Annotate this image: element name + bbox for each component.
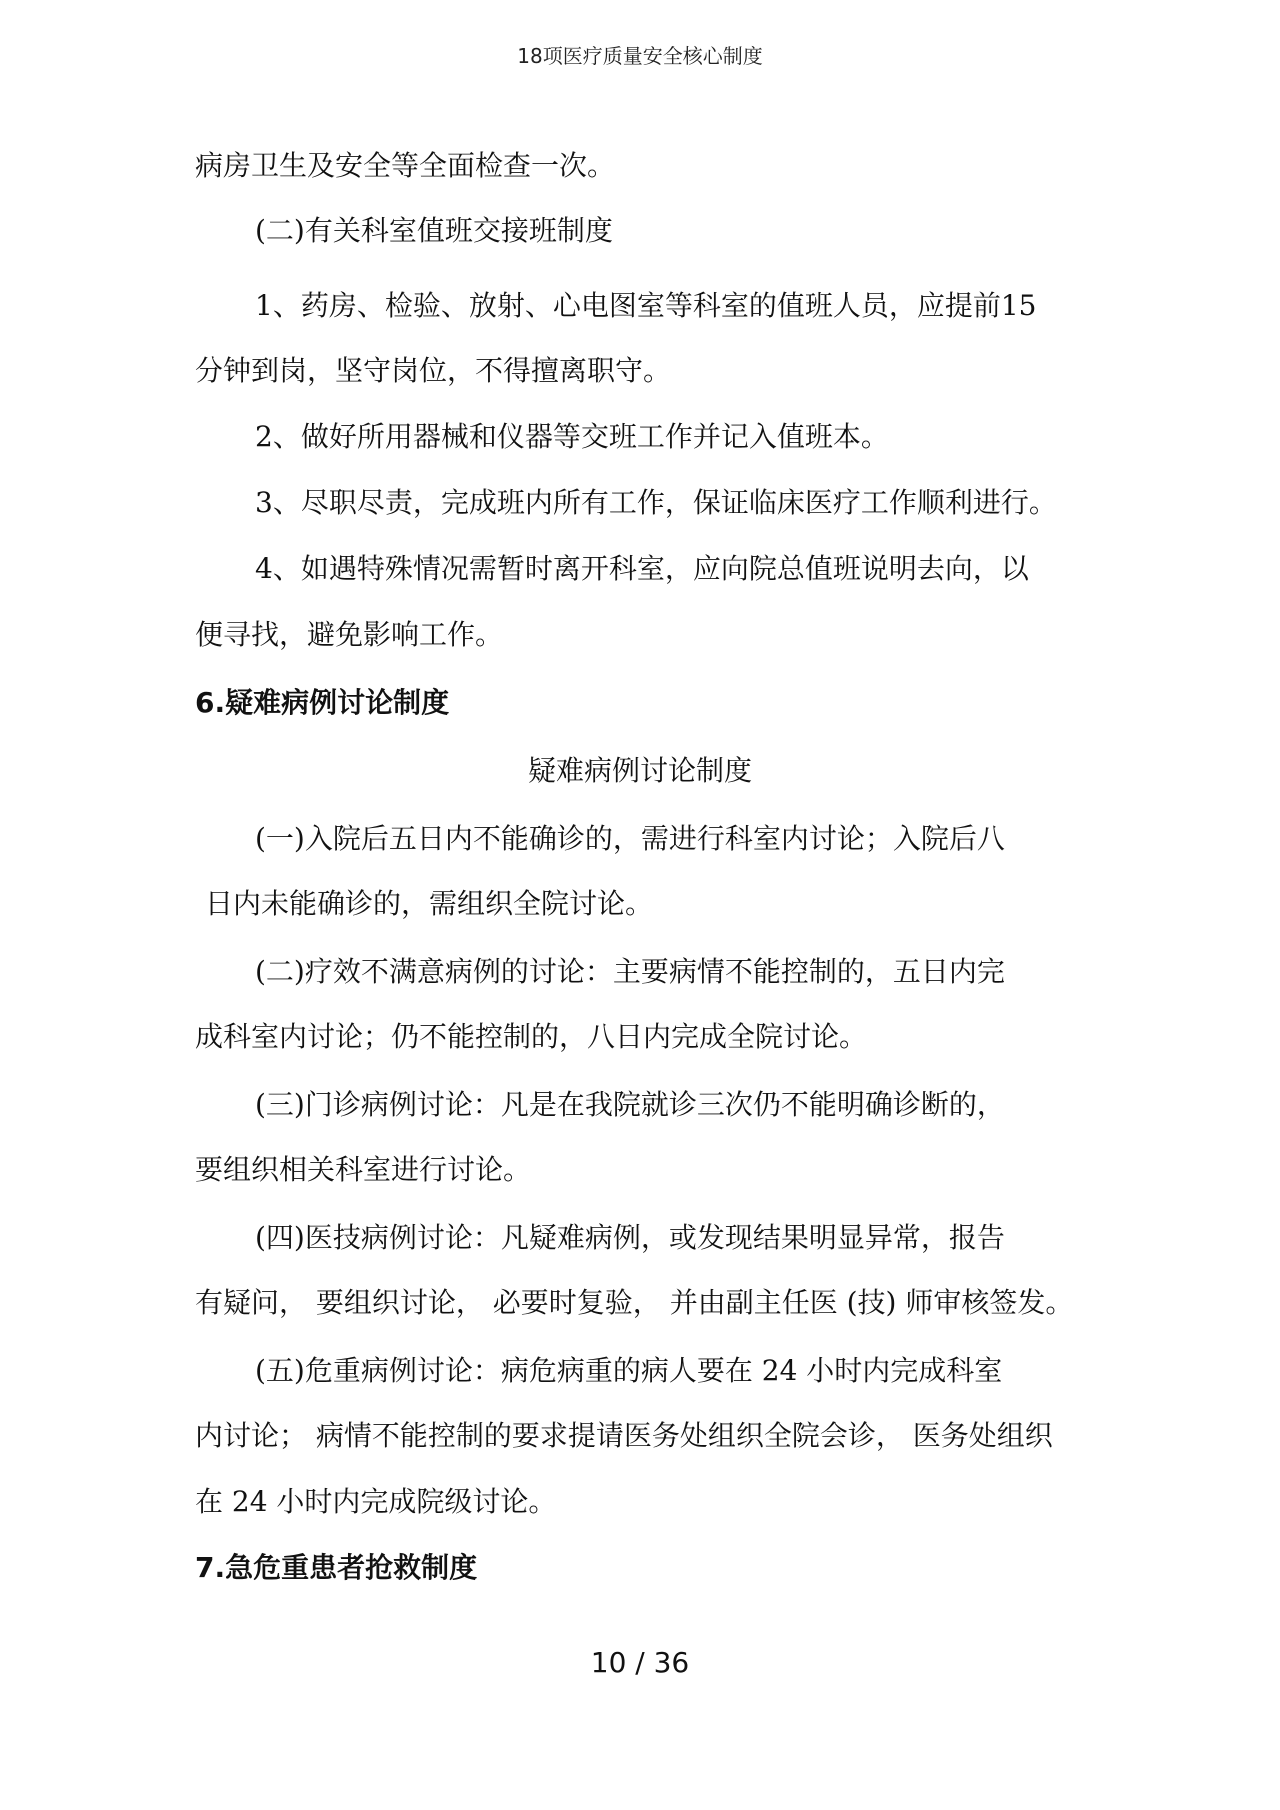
paragraph-line: 内讨论； 病情不能控制的要求提请医务处组织全院会诊， 医务处组织 (195, 1419, 1053, 1452)
section-title: 疑难病例讨论制度 (527, 754, 752, 787)
paragraph-line: 有疑问， 要组织讨论， 必要时复验， 并由副主任医 (技) 师审核签发。 (195, 1286, 1074, 1319)
paragraph-line: 要组织相关科室进行讨论。 (195, 1153, 532, 1186)
paragraph-line: (二)疗效不满意病例的讨论：主要病情不能控制的，五日内完 (255, 955, 1005, 988)
paragraph-line: (一)入院后五日内不能确诊的，需进行科室内讨论；入院后八 (255, 822, 1005, 855)
section-heading: 6.疑难病例讨论制度 (195, 686, 450, 719)
page-number: 10 / 36 (590, 1646, 690, 1679)
list-item-line: 2、做好所用器械和仪器等交班工作并记入值班本。 (255, 420, 889, 453)
paragraph-line: 成科室内讨论；仍不能控制的，八日内完成全院讨论。 (195, 1020, 868, 1053)
list-item-line: 4、如遇特殊情况需暂时离开科室，应向院总值班说明去向，以 (255, 552, 1029, 585)
list-item-line: 1、药房、检验、放射、心电图室等科室的值班人员，应提前15 (255, 289, 1037, 322)
paragraph-line: 日内未能确诊的，需组织全院讨论。 (205, 887, 654, 920)
paragraph-line: (三)门诊病例讨论：凡是在我院就诊三次仍不能明确诊断的， (255, 1088, 1005, 1121)
paragraph-line: 在 24 小时内完成院级讨论。 (195, 1485, 557, 1518)
paragraph-line: (五)危重病例讨论：病危病重的病人要在 24 小时内完成科室 (255, 1354, 1003, 1387)
section-heading: 7.急危重患者抢救制度 (195, 1551, 478, 1584)
paragraph-line: 病房卫生及安全等全面检查一次。 (195, 149, 616, 182)
paragraph-line: (四)医技病例讨论：凡疑难病例，或发现结果明显异常，报告 (255, 1221, 1005, 1254)
list-item-line: 分钟到岗，坚守岗位，不得擅离职守。 (195, 354, 672, 387)
list-item-line: 便寻找，避免影响工作。 (195, 618, 504, 651)
list-item-line: 3、尽职尽责，完成班内所有工作，保证临床医疗工作顺利进行。 (255, 486, 1057, 519)
subsection-title: (二)有关科室值班交接班制度 (255, 214, 613, 247)
page-header: 18项医疗质量安全核心制度 (517, 44, 763, 68)
